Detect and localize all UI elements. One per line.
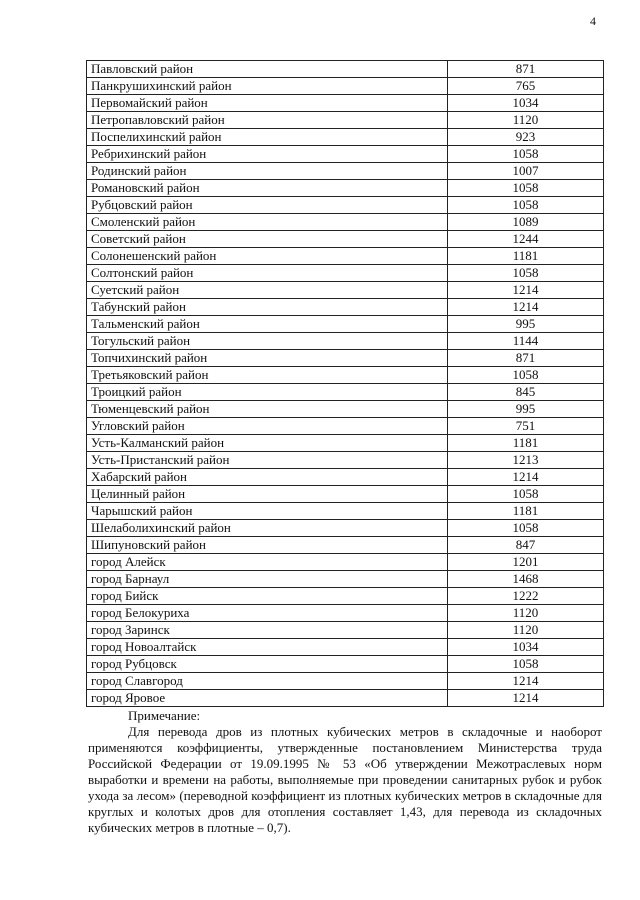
table-row bbox=[87, 214, 604, 231]
district-name-cell: Табунский район bbox=[87, 299, 448, 316]
table-row bbox=[87, 690, 604, 707]
district-name-cell: Усть-Пристанский район bbox=[87, 452, 448, 469]
table-row bbox=[87, 333, 604, 350]
table-row bbox=[87, 435, 604, 452]
district-name-cell: город Яровое bbox=[87, 690, 448, 707]
value-cell: 1181 bbox=[448, 435, 604, 452]
district-name-cell: Троицкий район bbox=[87, 384, 448, 401]
value-cell: 1089 bbox=[448, 214, 604, 231]
table-row bbox=[87, 418, 604, 435]
value-cell: 1058 bbox=[448, 520, 604, 537]
value-cell: 1058 bbox=[448, 656, 604, 673]
value-cell: 1144 bbox=[448, 333, 604, 350]
district-name-cell: Павловский район bbox=[87, 61, 448, 78]
value-cell: 1214 bbox=[448, 690, 604, 707]
district-name-cell: Смоленский район bbox=[87, 214, 448, 231]
district-name-cell: Шипуновский район bbox=[87, 537, 448, 554]
table-row bbox=[87, 316, 604, 333]
value-cell: 1120 bbox=[448, 605, 604, 622]
table-row bbox=[87, 129, 604, 146]
table-row bbox=[87, 656, 604, 673]
district-name-cell: город Новоалтайск bbox=[87, 639, 448, 656]
table-row bbox=[87, 520, 604, 537]
table-row bbox=[87, 78, 604, 95]
value-cell: 1214 bbox=[448, 673, 604, 690]
district-rates-table bbox=[86, 60, 604, 707]
table-row bbox=[87, 248, 604, 265]
value-cell: 1181 bbox=[448, 503, 604, 520]
district-name-cell: Родинский район bbox=[87, 163, 448, 180]
district-name-cell: город Алейск bbox=[87, 554, 448, 571]
value-cell: 1468 bbox=[448, 571, 604, 588]
table-row bbox=[87, 112, 604, 129]
value-cell: 1058 bbox=[448, 367, 604, 384]
district-name-cell: город Рубцовск bbox=[87, 656, 448, 673]
value-cell: 871 bbox=[448, 350, 604, 367]
value-cell: 1201 bbox=[448, 554, 604, 571]
table-row bbox=[87, 622, 604, 639]
district-name-cell: Хабарский район bbox=[87, 469, 448, 486]
district-name-cell: Топчихинский район bbox=[87, 350, 448, 367]
district-name-cell: Петропавловский район bbox=[87, 112, 448, 129]
page-number: 4 bbox=[590, 14, 596, 28]
table-row bbox=[87, 197, 604, 214]
district-name-cell: город Белокуриха bbox=[87, 605, 448, 622]
table-row bbox=[87, 639, 604, 656]
table-row bbox=[87, 673, 604, 690]
district-name-cell: Чарышский район bbox=[87, 503, 448, 520]
table-row bbox=[87, 265, 604, 282]
value-cell: 1034 bbox=[448, 95, 604, 112]
district-name-cell: Шелаболихинский район bbox=[87, 520, 448, 537]
district-name-cell: Суетский район bbox=[87, 282, 448, 299]
district-name-cell: Тальменский район bbox=[87, 316, 448, 333]
table-row bbox=[87, 350, 604, 367]
note-title: Примечание: bbox=[128, 708, 201, 723]
district-name-cell: Советский район bbox=[87, 231, 448, 248]
district-name-cell: Поспелихинский район bbox=[87, 129, 448, 146]
value-cell: 923 bbox=[448, 129, 604, 146]
value-cell: 1058 bbox=[448, 197, 604, 214]
table-row bbox=[87, 163, 604, 180]
value-cell: 1007 bbox=[448, 163, 604, 180]
value-cell: 1181 bbox=[448, 248, 604, 265]
district-name-cell: Тюменцевский район bbox=[87, 401, 448, 418]
table-row bbox=[87, 299, 604, 316]
table-row bbox=[87, 503, 604, 520]
value-cell: 1058 bbox=[448, 146, 604, 163]
table-row bbox=[87, 282, 604, 299]
district-name-cell: город Славгород bbox=[87, 673, 448, 690]
district-name-cell: Панкрушихинский район bbox=[87, 78, 448, 95]
table-row bbox=[87, 61, 604, 78]
value-cell: 1213 bbox=[448, 452, 604, 469]
district-name-cell: Целинный район bbox=[87, 486, 448, 503]
table-row bbox=[87, 452, 604, 469]
table-row bbox=[87, 231, 604, 248]
table-row bbox=[87, 469, 604, 486]
value-cell: 1120 bbox=[448, 622, 604, 639]
value-cell: 1058 bbox=[448, 180, 604, 197]
value-cell: 1214 bbox=[448, 282, 604, 299]
district-name-cell: Романовский район bbox=[87, 180, 448, 197]
value-cell: 1058 bbox=[448, 486, 604, 503]
district-name-cell: Угловский район bbox=[87, 418, 448, 435]
table-row bbox=[87, 95, 604, 112]
table-row bbox=[87, 537, 604, 554]
value-cell: 995 bbox=[448, 401, 604, 418]
note-section bbox=[88, 708, 602, 836]
value-cell: 845 bbox=[448, 384, 604, 401]
value-cell: 1034 bbox=[448, 639, 604, 656]
value-cell: 1120 bbox=[448, 112, 604, 129]
district-name-cell: город Бийск bbox=[87, 588, 448, 605]
value-cell: 995 bbox=[448, 316, 604, 333]
value-cell: 751 bbox=[448, 418, 604, 435]
value-cell: 1214 bbox=[448, 469, 604, 486]
table-row bbox=[87, 401, 604, 418]
value-cell: 1214 bbox=[448, 299, 604, 316]
table-row bbox=[87, 605, 604, 622]
value-cell: 871 bbox=[448, 61, 604, 78]
table-row bbox=[87, 588, 604, 605]
district-name-cell: город Барнаул bbox=[87, 571, 448, 588]
value-cell: 847 bbox=[448, 537, 604, 554]
district-name-cell: Солонешенский район bbox=[87, 248, 448, 265]
district-name-cell: Третьяковский район bbox=[87, 367, 448, 384]
district-name-cell: Тогульский район bbox=[87, 333, 448, 350]
table-row bbox=[87, 571, 604, 588]
value-cell: 1222 bbox=[448, 588, 604, 605]
district-name-cell: Ребрихинский район bbox=[87, 146, 448, 163]
table-row bbox=[87, 180, 604, 197]
table-row bbox=[87, 384, 604, 401]
table-row bbox=[87, 554, 604, 571]
value-cell: 765 bbox=[448, 78, 604, 95]
district-name-cell: город Заринск bbox=[87, 622, 448, 639]
table-row bbox=[87, 486, 604, 503]
district-name-cell: Рубцовский район bbox=[87, 197, 448, 214]
district-name-cell: Первомайский район bbox=[87, 95, 448, 112]
district-name-cell: Солтонский район bbox=[87, 265, 448, 282]
note-text: Для перевода дров из плотных кубических метров в складочные и наоборот применяются коэффициенты, утвержденные постановлением Министерства труда Российской Федерации от 19.09.1995 № 53 «Об утверждении Межотраслевых норм выработки и времени на работы, выполняемые при проведении санитарных рубок и рубок ухода за лесом» (переводной коэффициент из плотных кубических метров в складочные для круглых и колотых дров для отопления составляет 1,43, для перевода из складочных кубических метров в плотные – 0,7). bbox=[88, 724, 602, 835]
table-row bbox=[87, 367, 604, 384]
district-name-cell: Усть-Калманский район bbox=[87, 435, 448, 452]
table-row bbox=[87, 146, 604, 163]
value-cell: 1244 bbox=[448, 231, 604, 248]
table-body bbox=[87, 61, 604, 707]
value-cell: 1058 bbox=[448, 265, 604, 282]
